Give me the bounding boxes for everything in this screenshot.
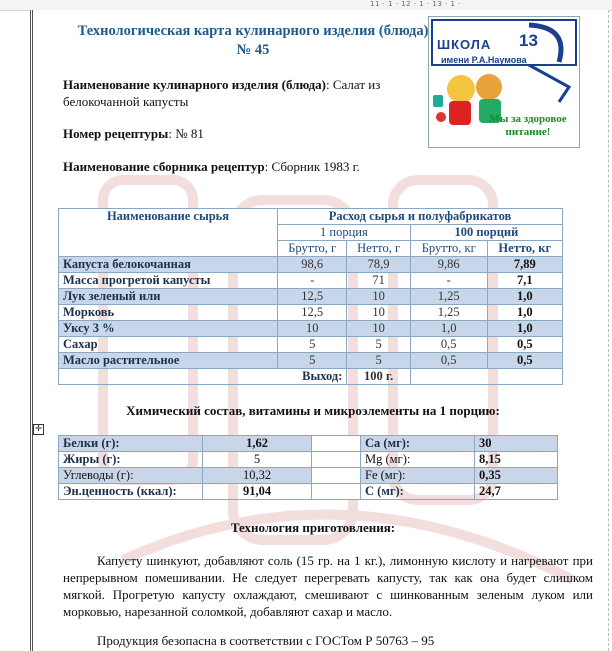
row-name: Масса прогретой капусты	[59, 273, 278, 289]
output-empty	[410, 369, 562, 385]
logo-number: 13	[519, 31, 538, 50]
header-netto: Нетто, г	[347, 241, 410, 257]
table-move-handle-icon[interactable]: ✛	[33, 424, 44, 435]
output-value: 100 г.	[347, 369, 410, 385]
row-netto-kg: 7,89	[487, 257, 562, 273]
recipe-number-field	[63, 125, 204, 142]
row-brutto-kg: 1,25	[410, 289, 487, 305]
output-label: Выход:	[59, 369, 347, 385]
row-netto: 5	[347, 353, 410, 369]
logo-school-word: ШКОЛА	[437, 37, 492, 52]
row-netto: 10	[347, 321, 410, 337]
table-row	[59, 452, 558, 468]
row-brutto-kg: -	[410, 273, 487, 289]
row-name: Сахар	[59, 337, 278, 353]
table-row	[59, 468, 558, 484]
row-name: Лук зеленый или	[59, 289, 278, 305]
row-brutto: 5	[278, 353, 347, 369]
chem-left-value: 5	[203, 452, 312, 468]
row-brutto: 98,6	[278, 257, 347, 273]
row-brutto: 10	[278, 321, 347, 337]
row-brutto: 12,5	[278, 305, 347, 321]
chem-title: Химический состав, витамины и микроэлементы на 1 порцию:	[126, 403, 500, 418]
output-row	[59, 369, 563, 385]
table-row	[59, 321, 563, 337]
row-brutto-kg: 1,25	[410, 305, 487, 321]
row-netto: 78,9	[347, 257, 410, 273]
table-row	[59, 484, 558, 500]
row-brutto: 5	[278, 337, 347, 353]
chem-left-value: 1,62	[203, 436, 312, 452]
safety-text: Продукция безопасна в соответствии с ГОСТом Р 50763 – 95	[97, 633, 435, 648]
recipe-number-value: : № 81	[168, 126, 204, 141]
header-raw-name: Наименование сырья	[59, 209, 278, 257]
row-netto-kg: 0,5	[487, 337, 562, 353]
chem-right-label: С (мг):	[361, 484, 475, 500]
recipe-number-label: Номер рецептуры	[63, 126, 169, 141]
table-row	[59, 289, 563, 305]
chem-spacer	[312, 468, 361, 484]
row-netto: 10	[347, 305, 410, 321]
chem-left-label: Углеводы (г):	[59, 468, 203, 484]
row-name: Капуста белокочанная	[59, 257, 278, 273]
logo-slogan: Мы за здоровое питание!	[489, 113, 567, 138]
chem-right-value: 30	[475, 436, 558, 452]
chem-left-label: Жиры (г):	[59, 452, 203, 468]
chem-left-label: Эн.ценность (ккал):	[59, 484, 203, 500]
row-brutto-kg: 0,5	[410, 353, 487, 369]
ruler-marks: 11 · 1 · 12 · 1 · 13 · 1 ·	[370, 0, 461, 8]
row-netto-kg: 1,0	[487, 305, 562, 321]
table-row	[59, 273, 563, 289]
chem-right-value: 24,7	[475, 484, 558, 500]
raw-materials-table	[58, 208, 563, 385]
chem-left-label: Белки (г):	[59, 436, 203, 452]
chem-spacer	[312, 436, 361, 452]
header-brutto-kg: Брутто, кг	[410, 241, 487, 257]
row-netto: 5	[347, 337, 410, 353]
table-row	[59, 353, 563, 369]
row-netto: 10	[347, 289, 410, 305]
document-page	[30, 10, 609, 651]
row-brutto: 12,5	[278, 289, 347, 305]
row-brutto: -	[278, 273, 347, 289]
row-name: Масло растительное	[59, 353, 278, 369]
chem-right-value: 8,15	[475, 452, 558, 468]
chem-left-value: 10,32	[203, 468, 312, 484]
header-netto-kg: Нетто, кг	[487, 241, 562, 257]
header-usage: Расход сырья и полуфабрикатов	[278, 209, 563, 225]
table-row	[59, 305, 563, 321]
row-netto-kg: 7,1	[487, 273, 562, 289]
row-netto: 71	[347, 273, 410, 289]
row-brutto-kg: 9,86	[410, 257, 487, 273]
table-row	[59, 436, 558, 452]
logo-named: имени Р.А.Наумова	[441, 55, 527, 65]
chem-spacer	[312, 452, 361, 468]
chem-right-label: Са (мг):	[361, 436, 475, 452]
card-title: Технологическая карта кулинарного изделия (блюда) № 45	[77, 23, 429, 58]
dish-name-value: : Салат из белокочанной капусты	[63, 77, 381, 109]
collection-label: Наименование сборника рецептур	[63, 159, 265, 174]
chem-right-value: 0,35	[475, 468, 558, 484]
header-one-portion: 1 порция	[278, 225, 411, 241]
dish-name-label: Наименование кулинарного изделия (блюда)	[63, 77, 327, 92]
collection-field	[63, 158, 360, 175]
row-name: Уксу 3 %	[59, 321, 278, 337]
row-netto-kg: 1,0	[487, 289, 562, 305]
chem-right-label: Mg (мг):	[361, 452, 475, 468]
technology-title: Технология приготовления:	[230, 520, 396, 535]
dish-name-field	[63, 76, 423, 110]
table-row	[59, 337, 563, 353]
chemistry-table	[58, 435, 558, 500]
technology-text: Капусту шинкуют, добавляют соль (15 гр. на 1 кг.), лимонную кислоту и нагревают при непрерывном помешивании. Не следует перегревать капусту, так как она будет слишком мягкой. Прогретую капусту охлаждают, смешивают с шинкованным зеленым луком или морковью, нарезанной соломкой, добавляют сахар и масло.	[63, 553, 593, 619]
collection-value: : Сборник 1983 г.	[264, 159, 360, 174]
chem-spacer	[312, 484, 361, 500]
table-row	[59, 257, 563, 273]
chem-right-label: Fe (мг):	[361, 468, 475, 484]
chem-left-value: 91,04	[203, 484, 312, 500]
row-brutto-kg: 1,0	[410, 321, 487, 337]
row-brutto-kg: 0,5	[410, 337, 487, 353]
row-netto-kg: 1,0	[487, 321, 562, 337]
header-brutto: Брутто, г	[278, 241, 347, 257]
header-hundred-portions: 100 порций	[410, 225, 562, 241]
school-logo	[428, 16, 580, 148]
row-name: Морковь	[59, 305, 278, 321]
row-netto-kg: 0,5	[487, 353, 562, 369]
